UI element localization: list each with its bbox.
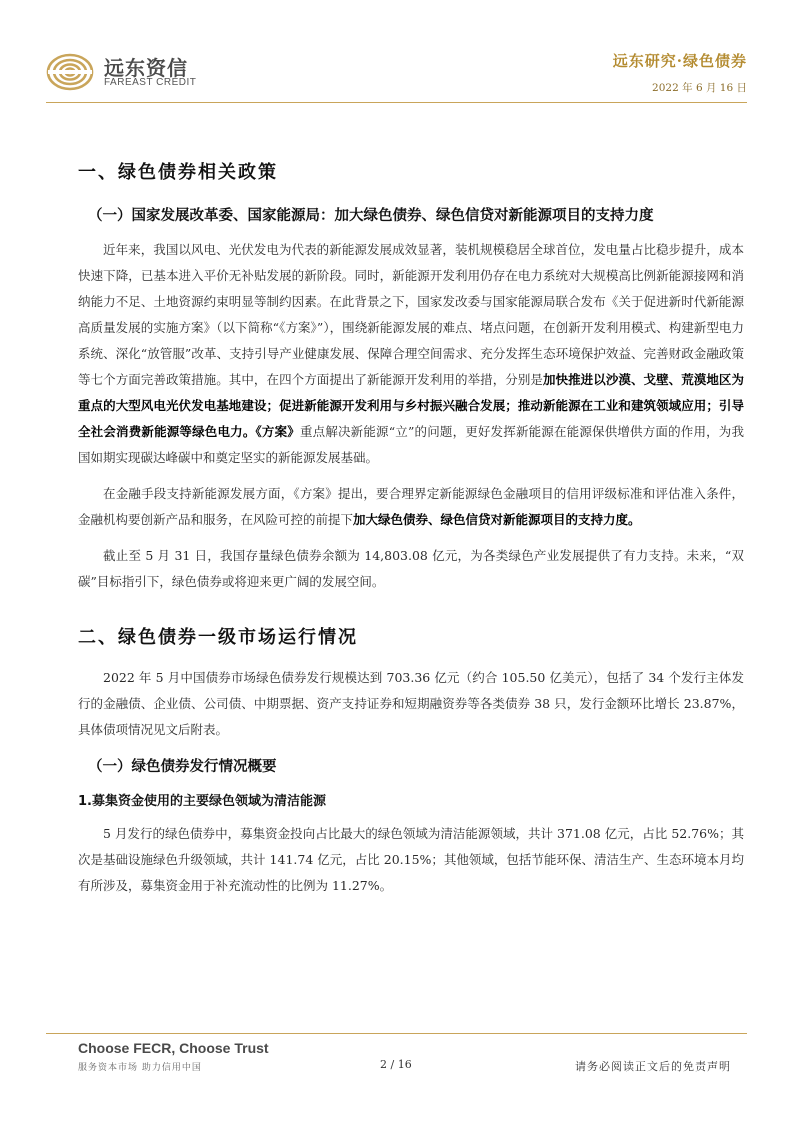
page-header [0,0,793,110]
report-date: 2022 年 6 月 16 日 [652,82,747,94]
item-1-title: 1.募集资金使用的主要绿色领域为清洁能源 [78,794,326,809]
header-divider [46,102,747,103]
disclaimer-note: 请务必阅读正文后的免责声明 [575,1060,731,1073]
paragraph-text: 近年来，我国以风电、光伏发电为代表的新能源发展成效显著，装机规模稳居全球首位，发电量占比稳步提升，成本快速下降，已基本进入平价无补贴发展的新阶段。同时，新能源开发利用仍存在电力系统对大规模高比例新能源接网和消纳能力不足、土地资源约束明显等制约因素。在此背景之下，国家发改委与国家能源局联合发布《关于促进新时代新能源高质量发展的实施方案》（以下简称“《方案》”），围绕新能源发展的难点、堵点问题，在创新开发利用模式、构建新型电力系统、深化“放管服”改革、支持引导产业健康发展、保障合理空间需求、充分发挥生态环境保护效益、完善财政金融政策等七个方面完善政策措施。其中，在四个方面提出了新能源开发利用的举措，分别是 [78,242,744,387]
paragraph-text: 在金融手段支持新能源发展方面，《方案》提出，要合理界定新能源绿色金融项目的信用评级标准和评估准入条件，金融机构要创新产品和服务，在风险可控的前提下 [78,486,744,527]
logo-mark-icon [46,50,96,94]
footer-slogan-en: Choose FECR, Choose Trust [78,1040,269,1056]
main-content [78,158,744,899]
logo [46,50,206,94]
paragraph: 2022 年 5 月中国债券市场绿色债券发行规模达到 703.36 亿元（约合 105.50 亿美元），包括了 34 个发行主体发行的金融债、企业债、公司债、中期票据、资产支持证券和短期融资券等各类债券 38 只，发行金额环比增长 23.87%，具体债项情况见文后附表。 [78,670,744,737]
section-2-sub-1-title: （一）绿色债券发行情况概要 [88,759,277,775]
paragraph: 截止至 5 月 31 日，我国存量绿色债券余额为 14,803.08 亿元，为各类绿色产业发展提供了有力支持。未来，“双碳”目标指引下，绿色债券或将迎来更广阔的发展空间。 [78,548,744,589]
paragraph: 5 月发行的绿色债券中，募集资金投向占比最大的绿色领域为清洁能源领域，共计 371.08 亿元，占比 52.76%；其次是基础设施绿色升级领域，共计 141.74 亿元，占比 20.15%；其他领域，包括节能环保、清洁生产、生态环境本月均有所涉及，募集资金用于补充流动性的比例为 11.27%。 [78,826,744,893]
section-1-sub-1-title: （一）国家发展改革委、国家能源局：加大绿色债券、绿色信贷对新能源项目的支持力度 [88,208,654,224]
logo-text-en: FAREAST CREDIT [104,77,197,88]
paragraph-emphasis: 加快推进以沙漠、戈壁、荒漠地区为重点的大型风电光伏发电基地建设；促进新能源开发利用与乡村振兴融合发展；推动新能源在工业和建筑领域应用；引导全社会消费新能源等绿色电力。《方案》 [78,372,744,439]
logo-text-cn: 远东资信 [104,56,188,80]
report-series-title: 远东研究·绿色债券 [612,52,747,70]
page-number: 2 / 16 [380,1058,412,1071]
section-1-title: 一、绿色债券相关政策 [78,162,278,183]
paragraph-emphasis: 加大绿色债券、绿色信贷对新能源项目的支持力度。 [353,512,641,527]
paragraph-text: 重点解决新能源“立”的问题，更好发挥新能源在能源保供增供方面的作用，为我国如期实现碳达峰碳中和奠定坚实的新能源发展基础。 [78,424,744,465]
paragraph [78,237,744,471]
paragraph [78,481,744,533]
section-2-title: 二、绿色债券一级市场运行情况 [78,627,358,648]
footer-slogan-cn: 服务资本市场 助力信用中国 [78,1063,202,1073]
footer-divider [46,1033,747,1034]
